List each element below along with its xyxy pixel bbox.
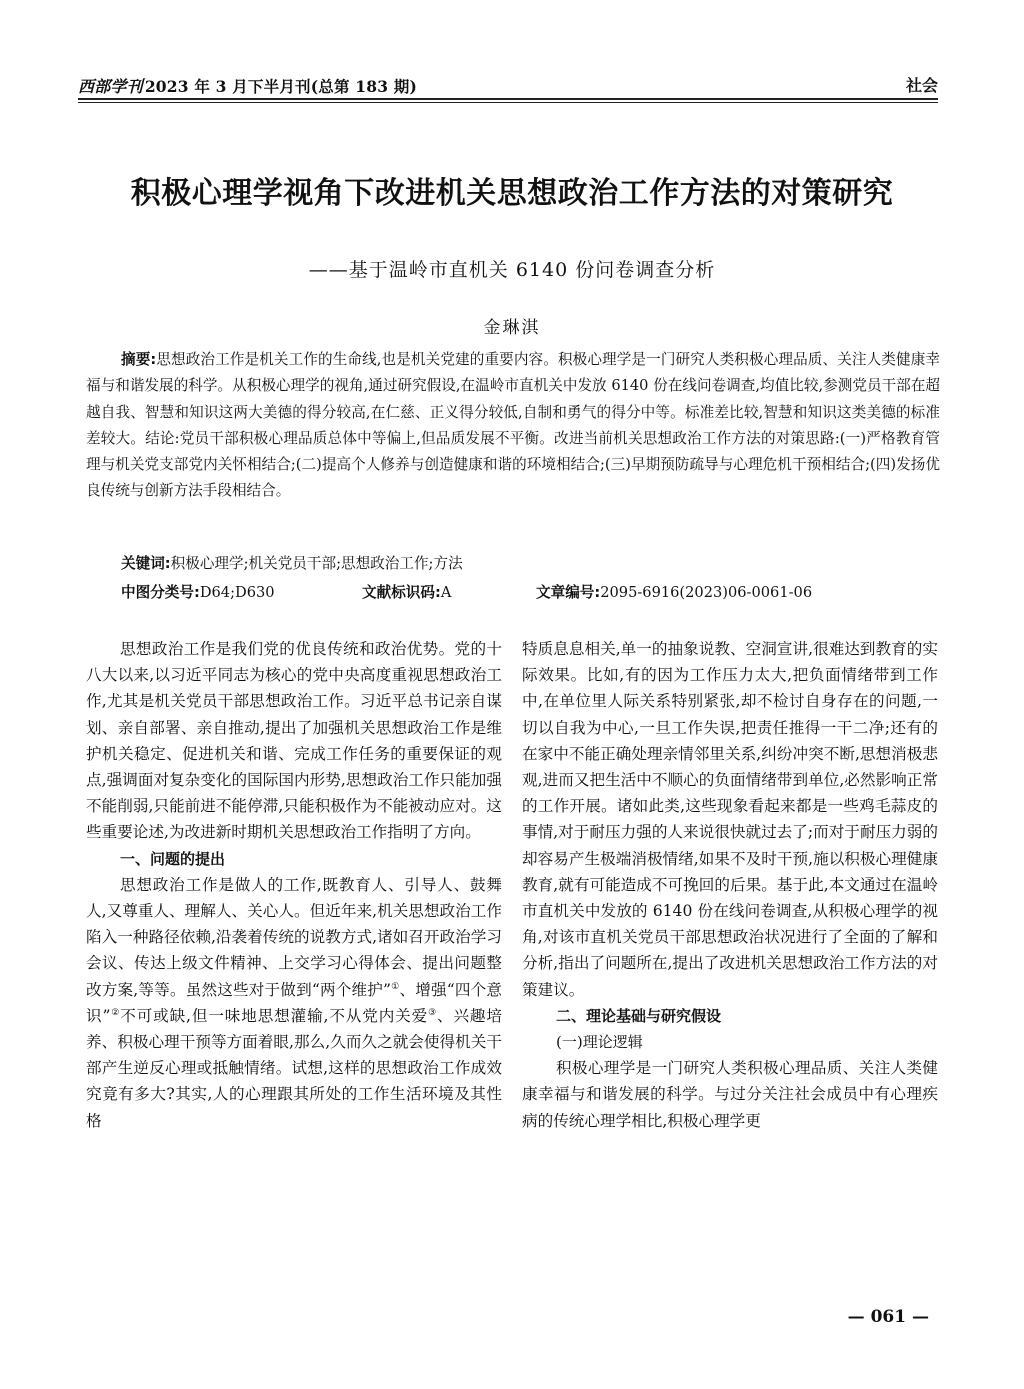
article-author: 金琳淇 [483, 318, 541, 338]
paragraph: 积极心理学是一门研究人类积极心理品质、关注人类健康幸福与和谐发展的科学。与过分关注社会成员中有心理疾病的传统心理学相比,积极心理学更 [522, 1059, 938, 1130]
paragraph: 特质息息相关,单一的抽象说教、空洞宣讲,很难达到教育的实际效果。比如,有的因为工作压力太大,把负面情绪带到工作中,在单位里人际关系特别紧张,却不检讨自身存在的问题,一切以自我为中心,一旦工作失误,把责任推得一干二净;还有的在家中不能正确处理亲情邻里关系,纠纷冲突不断,思想消极悲观,进而又把生活中不顺心的负面情绪带到单位,必然影响正常的工作开展。诸如此类,这些现象看起来都是一些鸡毛蒜皮的事情,对于耐压力强的人来说很快就过去了;而对于耐压力弱的却容易产生极端消极情绪,如果不及时干预,施以积极心理健康教育,就有可能造成不可挽回的后果。基于此,本文通过在温岭市直机关中发放的 6140 份在线问卷调查,从积极心理学的视角,对该市直机关党员干部思想政治状况进行了全面的了解和分析,指出了问题所在,提出了改进机关思想政治工作方法的对策建议。 [522, 640, 938, 999]
keywords [121, 552, 463, 573]
article-number-label: 文章编号: [536, 584, 601, 601]
journal-header [78, 74, 417, 97]
body-column-right [522, 636, 938, 1134]
journal-logo: 西部学刊 [78, 77, 143, 96]
section-heading: 二、理论基础与研究假设 [556, 1006, 722, 1025]
paragraph: 思想政治工作是我们党的优良传统和政治优势。党的十八大以来,以习近平同志为核心的党中央高度重视思想政治工作,尤其是机关党员干部思想政治工作。习近平总书记亲自谋划、亲自部署、亲自推动,提出了加强机关思想政治工作是维护机关稳定、促进机关和谐、完成工作任务的重要保证的观点,强调面对复杂变化的国际国内形势,思想政治工作只能加强不能削弱,只能前进不能停滞,只能积极作为不能被动应对。这些重要论述,为改进新时期机关思想政治工作指明了方向。 [86, 640, 502, 842]
paragraph [86, 872, 502, 1134]
article-subtitle: ——基于温岭市直机关 6140 份问卷调查分析 [308, 259, 716, 281]
clc-label: 中图分类号: [121, 584, 200, 601]
body-column-left [86, 636, 502, 1134]
article-number [536, 581, 812, 602]
footnote-ref: ② [110, 1007, 121, 1018]
article-number-value: 2095-6916(2023)06-0061-06 [600, 584, 813, 601]
header-rule [78, 98, 938, 100]
abstract-label: 摘要: [121, 351, 157, 368]
clc-value: D64;D630 [199, 584, 275, 601]
clc-number [121, 581, 275, 602]
section-heading: 一、问题的提出 [120, 849, 226, 868]
page-number-text: — 061 — [847, 1307, 929, 1327]
keywords-text: 积极心理学;机关党员干部;思想政治工作;方法 [170, 555, 463, 572]
article-title: 积极心理学视角下改进机关思想政治工作方法的对策研究 [130, 176, 894, 211]
keywords-label: 关键词: [121, 555, 171, 572]
subsection-heading: (一)理论逻辑 [556, 1033, 643, 1052]
doc-label: 文献标识码: [362, 584, 441, 601]
paragraph-text: 、增强“四个意识” [86, 980, 502, 1025]
document-code [362, 581, 451, 602]
abstract [86, 347, 940, 505]
issue-info: 2023 年 3 月下半月刊(总第 183 期) [144, 77, 418, 96]
footnote-ref: ① [391, 981, 400, 992]
paragraph-text: 、兴趣培养、积极心理干预等方面着眼,那么,久而久之就会使得机关干部产生逆反心理或抵触情绪。试想,这样的思想政治工作成效究竟有多大?其实,人的心理跟其所处的工作生活环境及其性格 [86, 1006, 502, 1130]
paragraph-text: 思想政治工作是做人的工作,既教育人、引导人、鼓舞人,又尊重人、理解人、关心人。但近年来,机关思想政治工作陷入一种路径依赖,沿袭着传统的说教方式,诸如召开政治学习会议、传达上级文件精神、上交学习心得体会、提出问题整改方案,等等。虽然这些对于做到“两个维护” [86, 875, 502, 999]
section-label: 社会 [905, 76, 938, 95]
footnote-ref: ③ [428, 1007, 438, 1018]
doc-value: A [440, 584, 452, 601]
abstract-text: 思想政治工作是机关工作的生命线,也是机关党建的重要内容。积极心理学是一门研究人类积极心理品质、关注人类健康幸福与和谐发展的科学。从积极心理学的视角,通过研究假设,在温岭市直机关中发放 6140 份在线问卷调查,均值比较,参测党员干部在超越自我、智慧和知识这两大美德的得分较高,在仁慈、正义得分较低,自制和勇气的得分中等。标准差比较,智慧和知识这类美德的标准差较大。结论:党员干部积极心理品质总体中等偏上,但品质发展不平衡。改进当前机关思想政治工作方法的对策思路:(一)严格教育管理与机关党支部党内关怀相结合;(二)提高个人修养与创造健康和谐的环境相结合;(三)早期预防疏导与心理危机干预相结合;(四)发扬优良传统与创新方法手段相结合。 [86, 351, 940, 500]
paragraph-text: 不可或缺,但一味地思想灌输,不从党内关爱 [120, 1006, 429, 1025]
header-rule-thin [78, 102, 938, 103]
